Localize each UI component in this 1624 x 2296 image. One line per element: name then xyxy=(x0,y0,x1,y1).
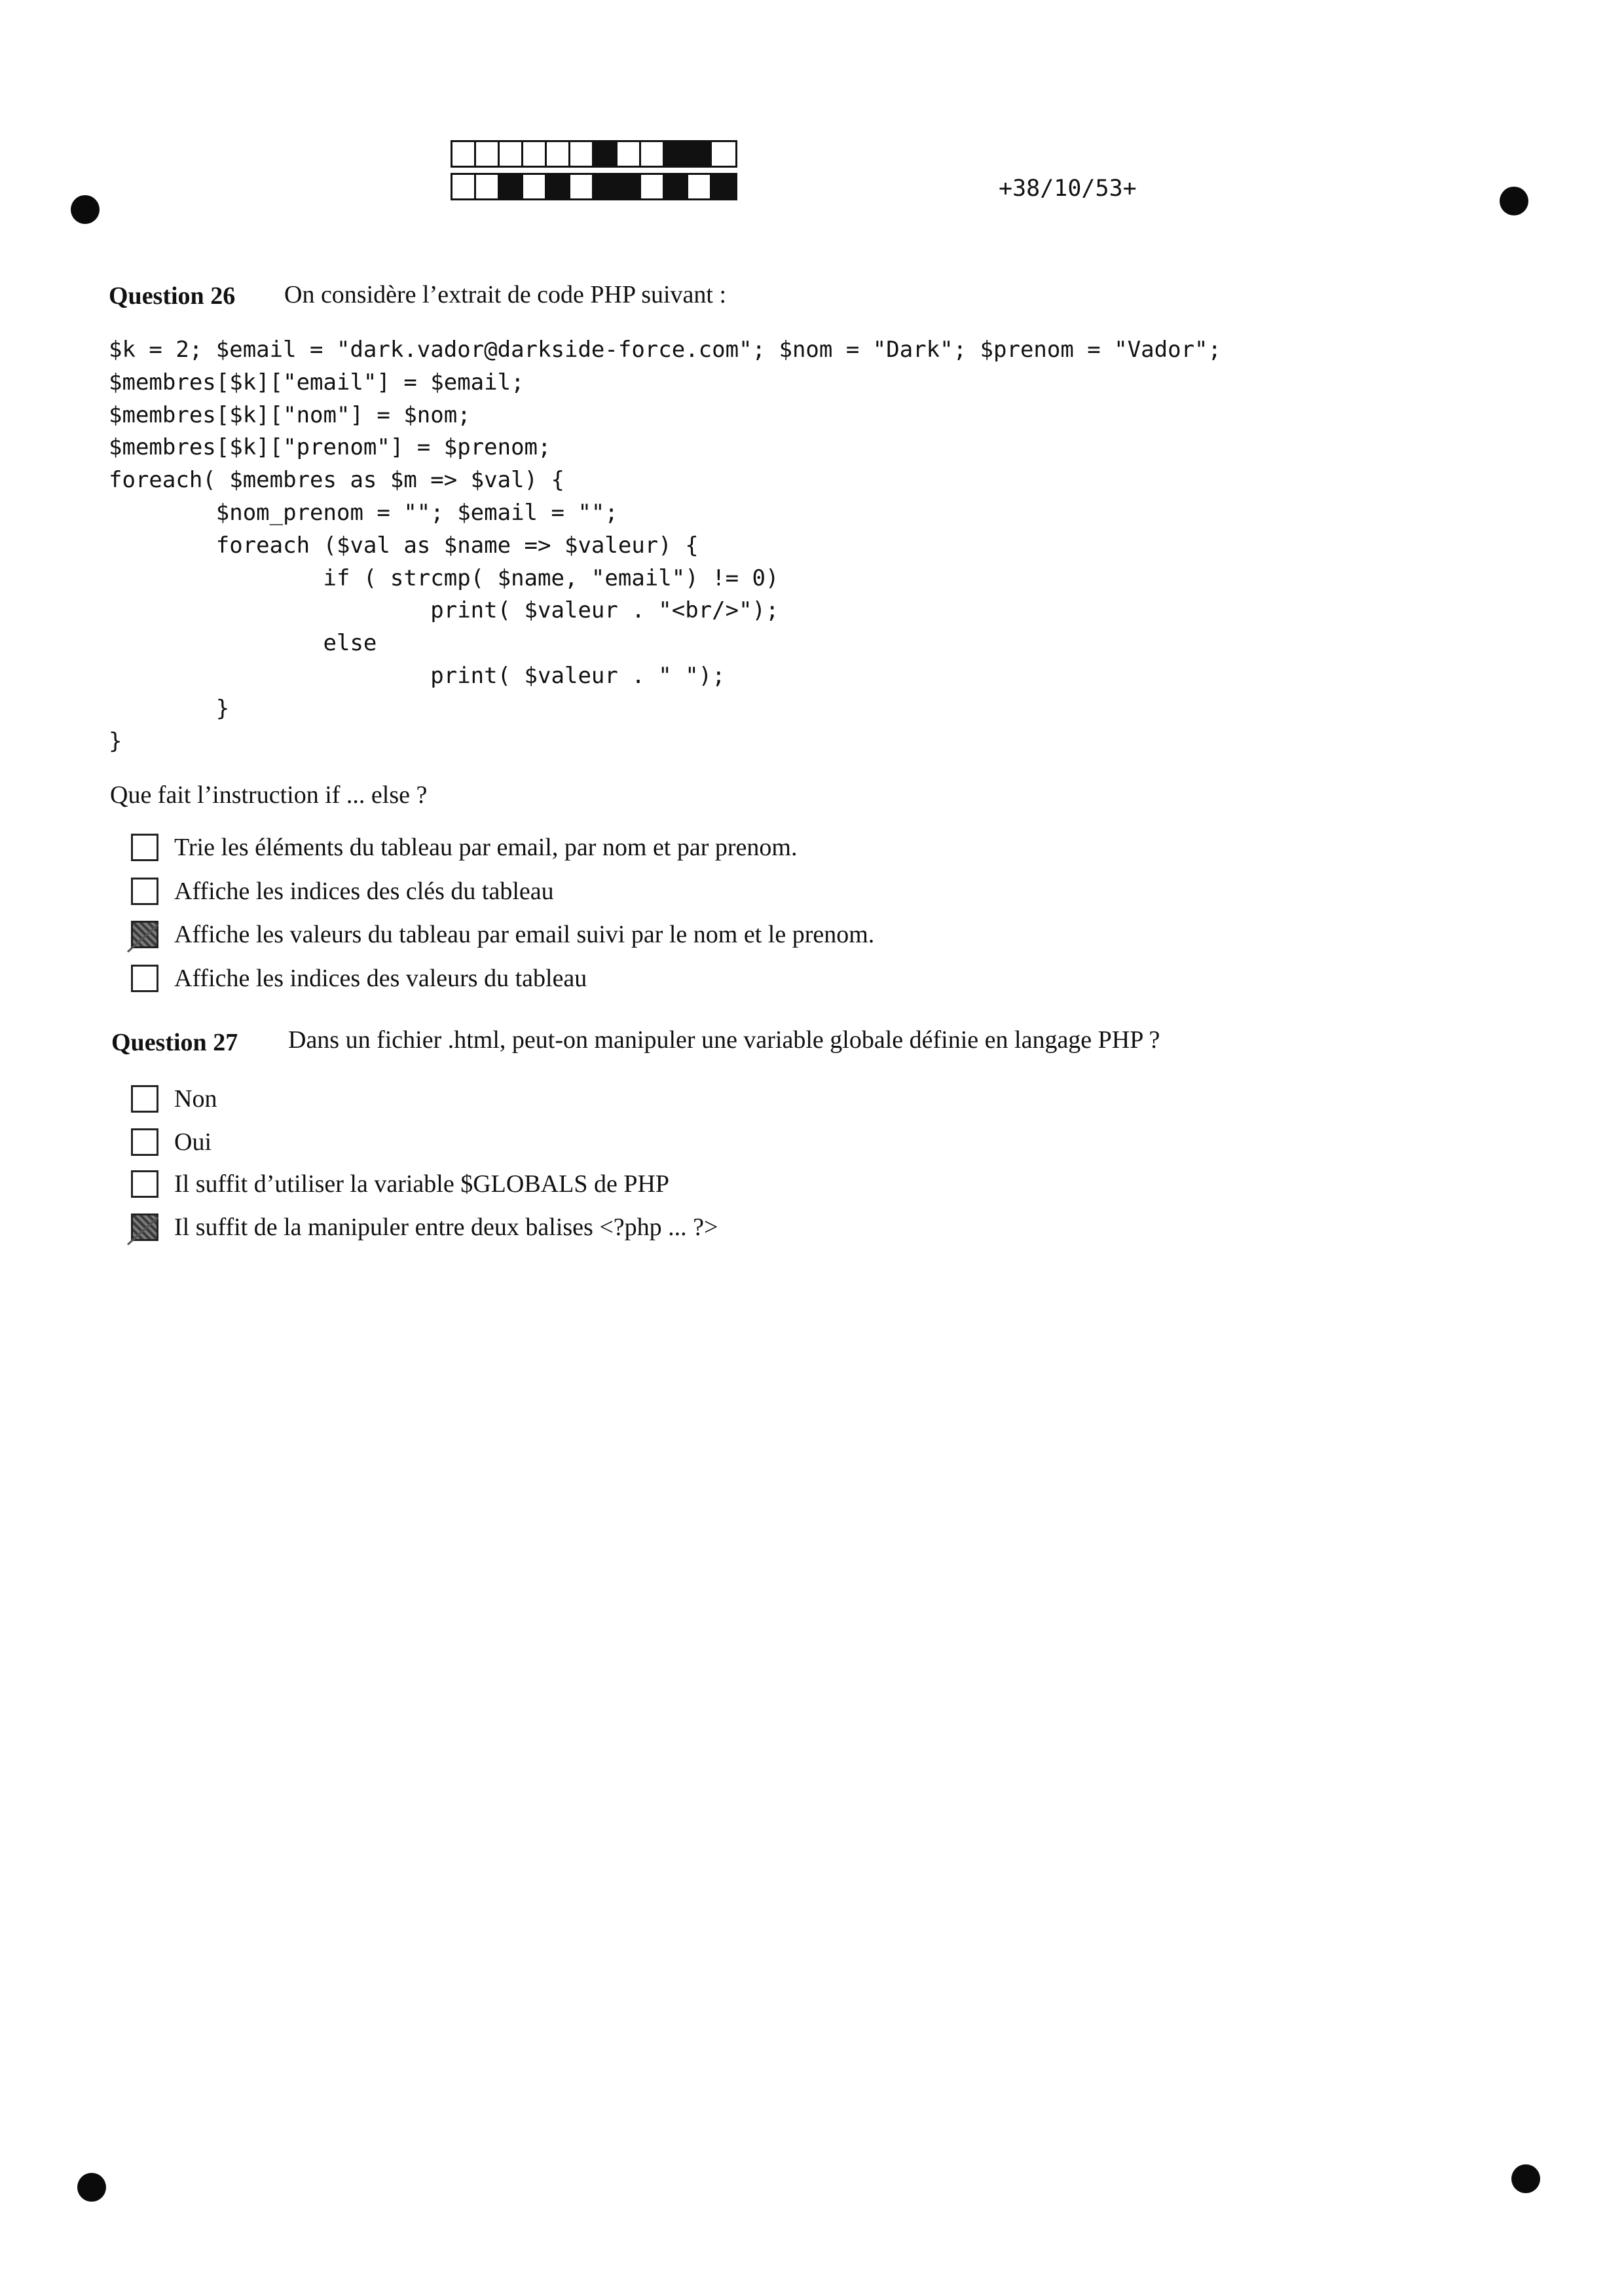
barcode-cell xyxy=(618,142,641,166)
checkbox-q26-2[interactable] xyxy=(131,878,158,905)
option-label: Trie les éléments du tableau par email, par nom et par prenom. xyxy=(174,834,798,861)
barcode-cell xyxy=(594,175,618,198)
barcode-cell xyxy=(523,175,547,198)
checkbox-q27-1[interactable] xyxy=(131,1085,158,1113)
barcode-cell xyxy=(476,175,500,198)
option-label: Affiche les indices des valeurs du tableau xyxy=(174,965,587,992)
barcode-row-2 xyxy=(451,173,737,200)
q27-option-1[interactable] xyxy=(131,1081,217,1117)
registration-mark-bottom-right xyxy=(1511,2164,1540,2193)
barcode-cell xyxy=(452,175,476,198)
checkbox-q27-2[interactable] xyxy=(131,1128,158,1156)
barcode-cell xyxy=(547,142,570,166)
question-26-label: Question 26 xyxy=(109,282,236,310)
registration-mark-top-right xyxy=(1500,187,1528,215)
barcode-cell xyxy=(594,142,618,166)
q26-option-2[interactable] xyxy=(131,873,554,910)
q26-option-4[interactable] xyxy=(131,960,587,997)
barcode-cell xyxy=(665,175,688,198)
barcode-cell xyxy=(500,142,523,166)
option-label: Non xyxy=(174,1085,217,1113)
barcode-cell xyxy=(570,142,594,166)
q26-option-1[interactable] xyxy=(131,829,797,866)
option-label: Affiche les valeurs du tableau par email suivi par le nom et le prenom. xyxy=(174,921,875,948)
checkbox-q26-3[interactable] xyxy=(131,921,158,948)
barcode-cell xyxy=(688,175,712,198)
registration-mark-bottom-left xyxy=(77,2173,106,2202)
barcode-cell xyxy=(641,142,665,166)
barcode-cell xyxy=(476,142,500,166)
option-label: Il suffit d’utiliser la variable $GLOBALS de PHP xyxy=(174,1170,670,1198)
barcode-cell xyxy=(688,142,712,166)
checkbox-q26-4[interactable] xyxy=(131,965,158,992)
q27-option-2[interactable] xyxy=(131,1124,212,1160)
question-27-text: Dans un fichier .html, peut-on manipuler une variable globale définie en langage PHP ? xyxy=(288,1026,1160,1054)
question-26-text: On considère l’extrait de code PHP suivant : xyxy=(284,281,727,308)
option-label: Il suffit de la manipuler entre deux balises <?php ... ?> xyxy=(174,1213,718,1241)
barcode-cell xyxy=(570,175,594,198)
q26-option-3[interactable] xyxy=(131,916,874,953)
barcode-cell xyxy=(547,175,570,198)
php-code-block: $k = 2; $email = "dark.vador@darkside-force.com"; $nom = "Dark"; $prenom = "Vador"; $membres[$k]["email"] = $email; $membres[$k]["nom"] = $nom; $membres[$k]["prenom"] = $prenom; foreach( $membres as $m => $val) { $nom_prenom = ""; $email = ""; foreach ($val as $name => $valeur) { if ( strcmp( $name, "email") != 0) print( $valeur . "<br/>"); else print( $valeur . " "); } } xyxy=(109,337,1221,754)
option-label: Affiche les indices des clés du tableau xyxy=(174,878,554,905)
question-26-prompt: Que fait l’instruction if ... else ? xyxy=(110,781,428,809)
barcode-cell xyxy=(641,175,665,198)
barcode-cell xyxy=(665,142,688,166)
q27-option-4[interactable] xyxy=(131,1209,718,1246)
barcode-cell xyxy=(523,142,547,166)
page-id: +38/10/53+ xyxy=(999,176,1137,202)
registration-mark-top-left xyxy=(71,195,100,224)
barcode-cell xyxy=(500,175,523,198)
option-label: Oui xyxy=(174,1128,212,1156)
barcode-cell xyxy=(712,142,735,166)
checkbox-q26-1[interactable] xyxy=(131,834,158,861)
barcode-row-1 xyxy=(451,140,737,168)
checkbox-q27-3[interactable] xyxy=(131,1170,158,1198)
barcode-cell xyxy=(452,142,476,166)
barcode-cell xyxy=(618,175,641,198)
question-27-label: Question 27 xyxy=(111,1029,238,1056)
checkbox-q27-4[interactable] xyxy=(131,1213,158,1241)
barcode-cell xyxy=(712,175,735,198)
q27-option-3[interactable] xyxy=(131,1166,669,1202)
